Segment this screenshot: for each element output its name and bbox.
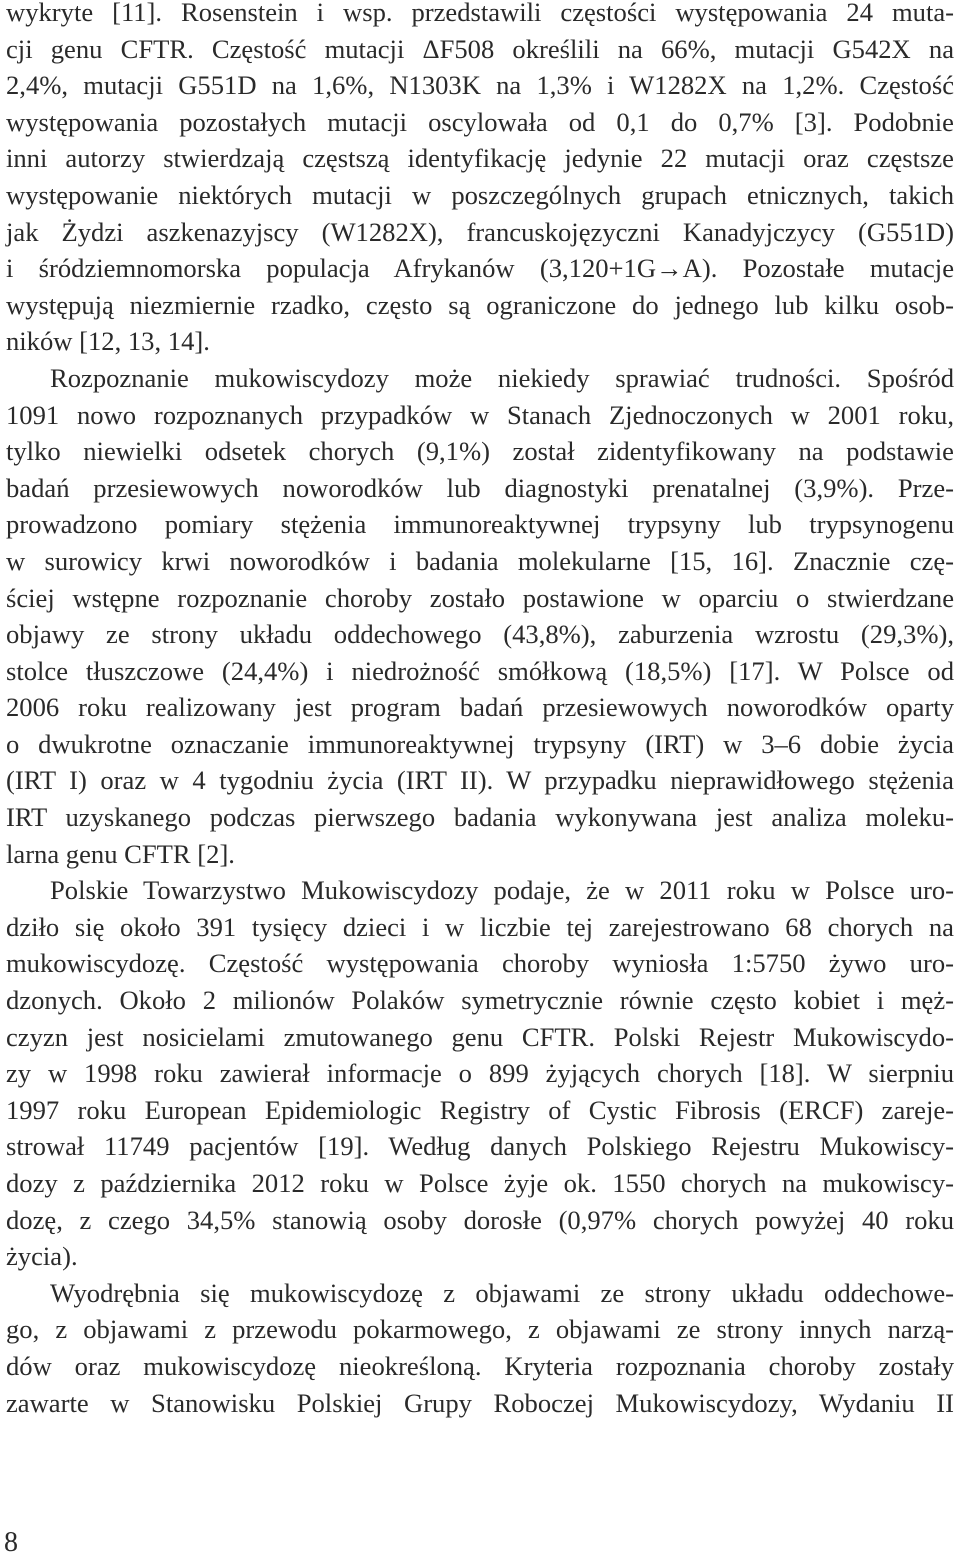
text-line: (IRT I) oraz w 4 tygodniu życia (IRT II). W przypadku nieprawidłowego stężenia xyxy=(6,765,954,796)
text-line: larna genu CFTR [2]. xyxy=(6,838,235,869)
text-line: strował 11749 pacjentów [19]. Według danych Polskiego Rejestru Mukowiscy- xyxy=(6,1131,954,1162)
text-line: 2006 roku realizowany jest program badań przesiewowych noworodków oparty xyxy=(6,692,954,723)
text-line: 1997 roku European Epidemiologic Registry of Cystic Fibrosis (ERCF) zareje- xyxy=(6,1094,954,1125)
text-line: w surowicy krwi noworodków i badania molekularne [15, 16]. Znacznie czę- xyxy=(6,545,954,576)
text-line: prowadzono pomiary stężenia immunoreaktywnej trypsyny lub trypsynogenu xyxy=(6,509,954,540)
page-number: 8 xyxy=(4,1527,18,1558)
text-line: tylko niewielki odsetek chorych (9,1%) został zidentyfikowany na podstawie xyxy=(6,436,954,467)
text-line: czyzn jest nosicielami zmutowanego genu CFTR. Polski Rejestr Mukowiscydo- xyxy=(6,1021,954,1052)
text-line: dozy z października 2012 roku w Polsce żyje ok. 1550 chorych na mukowiscy- xyxy=(6,1168,954,1198)
text-line: występowanie niektórych mutacji w poszczególnych grupach etnicznych, takich xyxy=(6,179,954,210)
text-line: życia). xyxy=(6,1241,78,1272)
text-line: badań przesiewowych noworodków lub diagnostyki prenatalnej (3,9%). Prze- xyxy=(6,472,954,503)
text-line: występują niezmiernie rzadko, często są ograniczone do jednego lub kilku osob- xyxy=(6,289,954,320)
text-line: Polskie Towarzystwo Mukowiscydozy podaje, że w 2011 roku w Polsce uro- xyxy=(50,875,954,906)
text-line: wykryte [11]. Rosenstein i wsp. przedstawili częstości występowania 24 muta- xyxy=(6,0,954,27)
text-line: dów oraz mukowiscydozę nieokreśloną. Kryteria rozpoznania choroby zostały xyxy=(6,1350,954,1381)
text-line: go, z objawami z przewodu pokarmowego, z objawami ze strony innych narzą- xyxy=(6,1314,954,1345)
text-line: cji genu CFTR. Częstość mutacji ΔF508 określili na 66%, mutacji G542X na xyxy=(6,33,954,64)
text-line: jak Żydzi aszkenazyjscy (W1282X), francuskojęzyczni Kanadyjczycy (G551D) xyxy=(6,216,954,247)
text-line: Rozpoznanie mukowiscydozy może niekiedy sprawiać trudności. Spośród xyxy=(50,362,954,393)
text-line: występowania pozostałych mutacji oscylowała od 0,1 do 0,7% [3]. Podobnie xyxy=(6,106,954,137)
text-line: ników [12, 13, 14]. xyxy=(6,326,210,357)
text-line: 1091 nowo rozpoznanych przypadków w Stanach Zjednoczonych w 2001 roku, xyxy=(6,399,954,430)
text-line: dzonych. Około 2 milionów Polaków symetrycznie równie często kobiet i męż- xyxy=(6,985,954,1016)
text-line: mukowiscydozę. Częstość występowania choroby wyniosła 1:5750 żywo uro- xyxy=(6,948,954,979)
body-text xyxy=(6,0,954,1421)
text-line: i śródziemnomorska populacja Afrykanów (3,120+1G→A). Pozostałe mutacje xyxy=(6,253,954,284)
text-line: dziło się około 391 tysięcy dzieci i w liczbie tej zarejestrowano 68 chorych na xyxy=(6,911,954,942)
text-line: zy w 1998 roku zawierał informacje o 899 żyjących chorych [18]. W sierpniu xyxy=(6,1058,954,1089)
text-line: objawy ze strony układu oddechowego (43,8%), zaburzenia wzrostu (29,3%), xyxy=(6,619,954,650)
text-line: IRT uzyskanego podczas pierwszego badania wykonywana jest analiza moleku- xyxy=(6,802,954,833)
text-line: stolce tłuszczowe (24,4%) i niedrożność smółkową (18,5%) [17]. W Polsce od xyxy=(6,655,954,686)
text-line: o dwukrotne oznaczanie immunoreaktywnej trypsyny (IRT) w 3–6 dobie życia xyxy=(6,728,954,759)
text-line: inni autorzy stwierdzają częstszą identyfikację jedynie 22 mutacji oraz częstsze xyxy=(6,143,954,174)
text-line: zawarte w Stanowisku Polskiej Grupy Roboczej Mukowiscydozy, Wydaniu II xyxy=(6,1387,954,1418)
text-line: dozę, z czego 34,5% stanowią osoby dorosłe (0,97% chorych powyżej 40 roku xyxy=(6,1204,954,1235)
text-line: Wyodrębnia się mukowiscydozę z objawami ze strony układu oddechowe- xyxy=(50,1277,954,1308)
text-line: 2,4%, mutacji G551D na 1,6%, N1303K na 1,3% i W1282X na 1,2%. Częstość xyxy=(6,70,954,101)
text-line: ściej wstępne rozpoznanie choroby zostało postawione w oparciu o stwierdzane xyxy=(6,582,954,613)
